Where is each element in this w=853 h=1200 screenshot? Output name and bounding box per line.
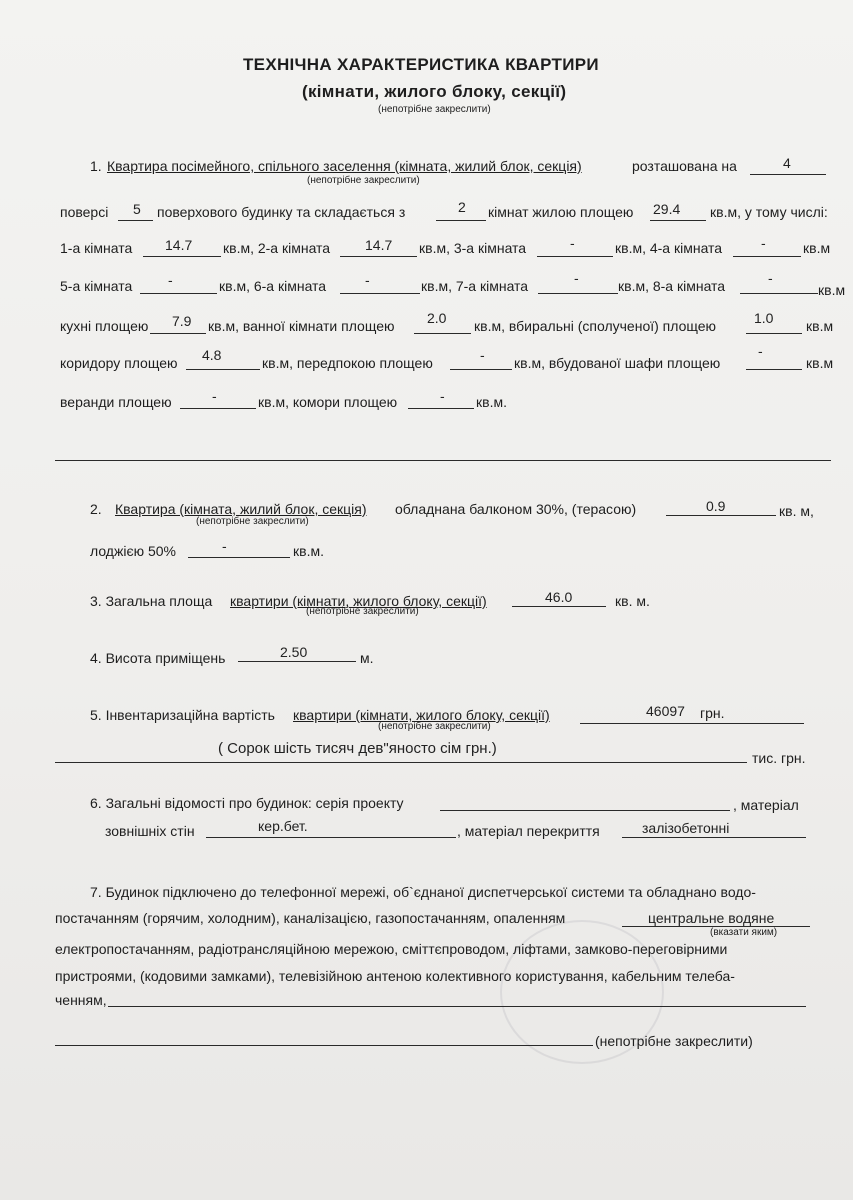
walls-value: кер.бет. [258, 818, 308, 834]
s7-line1: 7. Будинок підключено до телефонної мережі, об`єднаної диспетчерської системи та обладнано водо- [90, 884, 756, 900]
veranda-line [180, 408, 256, 409]
walls-line [206, 837, 456, 838]
total-area-line [512, 606, 606, 607]
s7-strike-note: (непотрібне закреслити) [595, 1033, 753, 1049]
s3-label: 3. Загальна площа [90, 593, 213, 609]
room6-line [340, 293, 420, 294]
building-label: поверхового будинку та складається з [157, 204, 406, 220]
room8-line [740, 293, 818, 294]
room1-line [143, 256, 221, 257]
floors-total-value: 5 [133, 201, 141, 217]
floors-material-value: залізобетонні [642, 820, 730, 836]
room4-line [733, 256, 801, 257]
closet-value: - [758, 343, 763, 359]
floors-material-line [622, 837, 806, 838]
s3-strike-note: (непотрібне закреслити) [306, 606, 419, 617]
corridor-line [186, 369, 260, 370]
loggia-line [188, 557, 290, 558]
heating-value: центральне водяне [648, 910, 775, 926]
room8-unit: кв.м [818, 282, 846, 298]
heating-specify-note: (вказати яким) [710, 927, 778, 938]
room3-label: кв.м, 3-а кімната [419, 240, 527, 256]
storage-value: - [440, 388, 445, 404]
rooms-value: 2 [458, 199, 466, 215]
room4-label: кв.м, 4-а кімната [615, 240, 723, 256]
toilet-value: 1.0 [754, 310, 774, 326]
living-area-label: кімнат жилою площею [488, 204, 634, 220]
s3-apartment-type: квартири (кімнати, жилого блоку, секції) [230, 593, 487, 609]
room3-value: - [570, 235, 575, 251]
hallway-label: кв.м, передпокою площею [262, 355, 433, 371]
including-label: кв.м, у тому числі: [710, 204, 828, 220]
room4-value: - [761, 235, 766, 251]
floor-label: поверсі [60, 204, 109, 220]
kitchen-value: 7.9 [172, 313, 192, 329]
floors-total-line [118, 220, 153, 221]
s2-balcony-label: обладнана балконом 30%, (терасою) [395, 501, 637, 517]
kitchen-line [150, 333, 206, 334]
balcony-line [666, 515, 776, 516]
loggia-label: лоджією 50% [90, 543, 177, 559]
closet-label: кв.м, вбудованої шафи площею [514, 355, 721, 371]
cable-tv-line [108, 1006, 806, 1007]
kitchen-label: кухні площею [60, 318, 149, 334]
floor-value: 4 [783, 155, 791, 171]
room8-value: - [768, 270, 773, 286]
room7-label: кв.м, 7-а кімната [421, 278, 529, 294]
height-value: 2.50 [280, 644, 308, 660]
room5-value: - [168, 272, 173, 288]
value-words-line [55, 762, 747, 763]
total-area-value: 46.0 [545, 589, 573, 605]
room5-label: 5-а кімната [60, 278, 133, 294]
loggia-value: - [222, 538, 227, 554]
s1-strike-note: (непотрібне закреслити) [307, 175, 420, 186]
hallway-value: - [480, 347, 485, 363]
rooms-line [436, 220, 486, 221]
s1-divider-line [55, 460, 831, 461]
bathroom-value: 2.0 [427, 310, 447, 326]
corridor-label: коридору площею [60, 355, 178, 371]
s6-material-label: , матеріал [733, 797, 799, 813]
living-area-value: 29.4 [653, 201, 681, 217]
s6-label: 6. Загальні відомості про будинок: серія проекту [90, 795, 404, 811]
room5-line [140, 293, 217, 294]
storage-label: кв.м, комори площею [258, 394, 398, 410]
inventory-currency: грн. [700, 705, 725, 721]
corridor-value: 4.8 [202, 347, 222, 363]
height-line [238, 661, 356, 662]
s7-line2: постачанням (горячим, холодним), каналізацією, газопостачанням, опаленням [55, 910, 566, 926]
s1-apartment-type: Квартира посімейного, спільного заселення (кімната, жилий блок, секція) [107, 158, 582, 174]
hallway-line [450, 369, 512, 370]
room1-value: 14.7 [165, 237, 193, 253]
room4-unit: кв.м [803, 240, 831, 256]
room2-label: кв.м, 2-а кімната [223, 240, 331, 256]
s7-line5: ченням, [55, 992, 107, 1008]
room1-label: 1-а кімната [60, 240, 133, 256]
s7-line3: електропостачанням, радіотрансляційною мережою, сміттєпроводом, ліфтами, замково-переговірними [55, 941, 728, 957]
s2-apartment-type: Квартира (кімната, жилий блок, секція) [115, 501, 367, 517]
veranda-value: - [212, 388, 217, 404]
bathroom-label: кв.м, ванної кімнати площею [208, 318, 395, 334]
inventory-value-words: ( Сорок шість тисяч дев"яносто сім грн.) [218, 740, 497, 757]
value-words-unit: тис. грн. [752, 750, 806, 766]
s5-strike-note: (непотрібне закреслити) [378, 721, 491, 732]
room7-value: - [574, 270, 579, 286]
doc-title: ТЕХНІЧНА ХАРАКТЕРИСТИКА КВАРТИРИ [243, 55, 599, 74]
room8-label: кв.м, 8-а кімната [618, 278, 726, 294]
walls-label: зовнішніх стін [105, 823, 195, 839]
balcony-unit: кв. м, [779, 503, 814, 519]
closet-line [746, 369, 802, 370]
loggia-unit: кв.м. [293, 543, 324, 559]
s1-located-on: розташована на [632, 158, 737, 174]
project-series-line [440, 810, 730, 811]
height-unit: м. [360, 650, 374, 666]
veranda-label: веранди площею [60, 394, 172, 410]
s5-label: 5. Інвентаризаційна вартість [90, 707, 275, 723]
balcony-value: 0.9 [706, 498, 726, 514]
room7-line [538, 293, 618, 294]
s2-number: 2. [90, 501, 102, 517]
s5-apartment-type: квартири (кімнати, жилого блоку, секції) [293, 707, 550, 723]
inventory-value: 46097 [646, 703, 685, 719]
floors-material-label: , матеріал перекриття [457, 823, 600, 839]
closet-unit: кв.м [806, 355, 834, 371]
room6-value: - [365, 272, 370, 288]
room6-label: кв.м, 6-а кімната [219, 278, 327, 294]
floor-field-line [750, 174, 826, 175]
storage-line [408, 408, 474, 409]
total-area-unit: кв. м. [615, 593, 650, 609]
living-area-line [650, 220, 706, 221]
value-line [580, 723, 804, 724]
s1-number: 1. [90, 158, 102, 174]
room3-line [537, 256, 613, 257]
doc-strike-note: (непотрібне закреслити) [378, 104, 491, 115]
toilet-label: кв.м, вбиральні (сполученої) площею [474, 318, 717, 334]
s7-final-line [55, 1045, 593, 1046]
toilet-line [746, 333, 802, 334]
doc-subtitle: (кімнати, жилого блоку, секції) [302, 82, 567, 101]
s7-line4: пристроями, (кодовими замками), телевізійною антеною колективного користування, кабельним телеба- [55, 968, 735, 984]
toilet-unit: кв.м [806, 318, 834, 334]
s4-label: 4. Висота приміщень [90, 650, 226, 666]
room2-value: 14.7 [365, 237, 393, 253]
storage-unit: кв.м. [476, 394, 507, 410]
s2-strike-note: (непотрібне закреслити) [196, 516, 309, 527]
bathroom-line [414, 333, 471, 334]
room2-line [340, 256, 417, 257]
